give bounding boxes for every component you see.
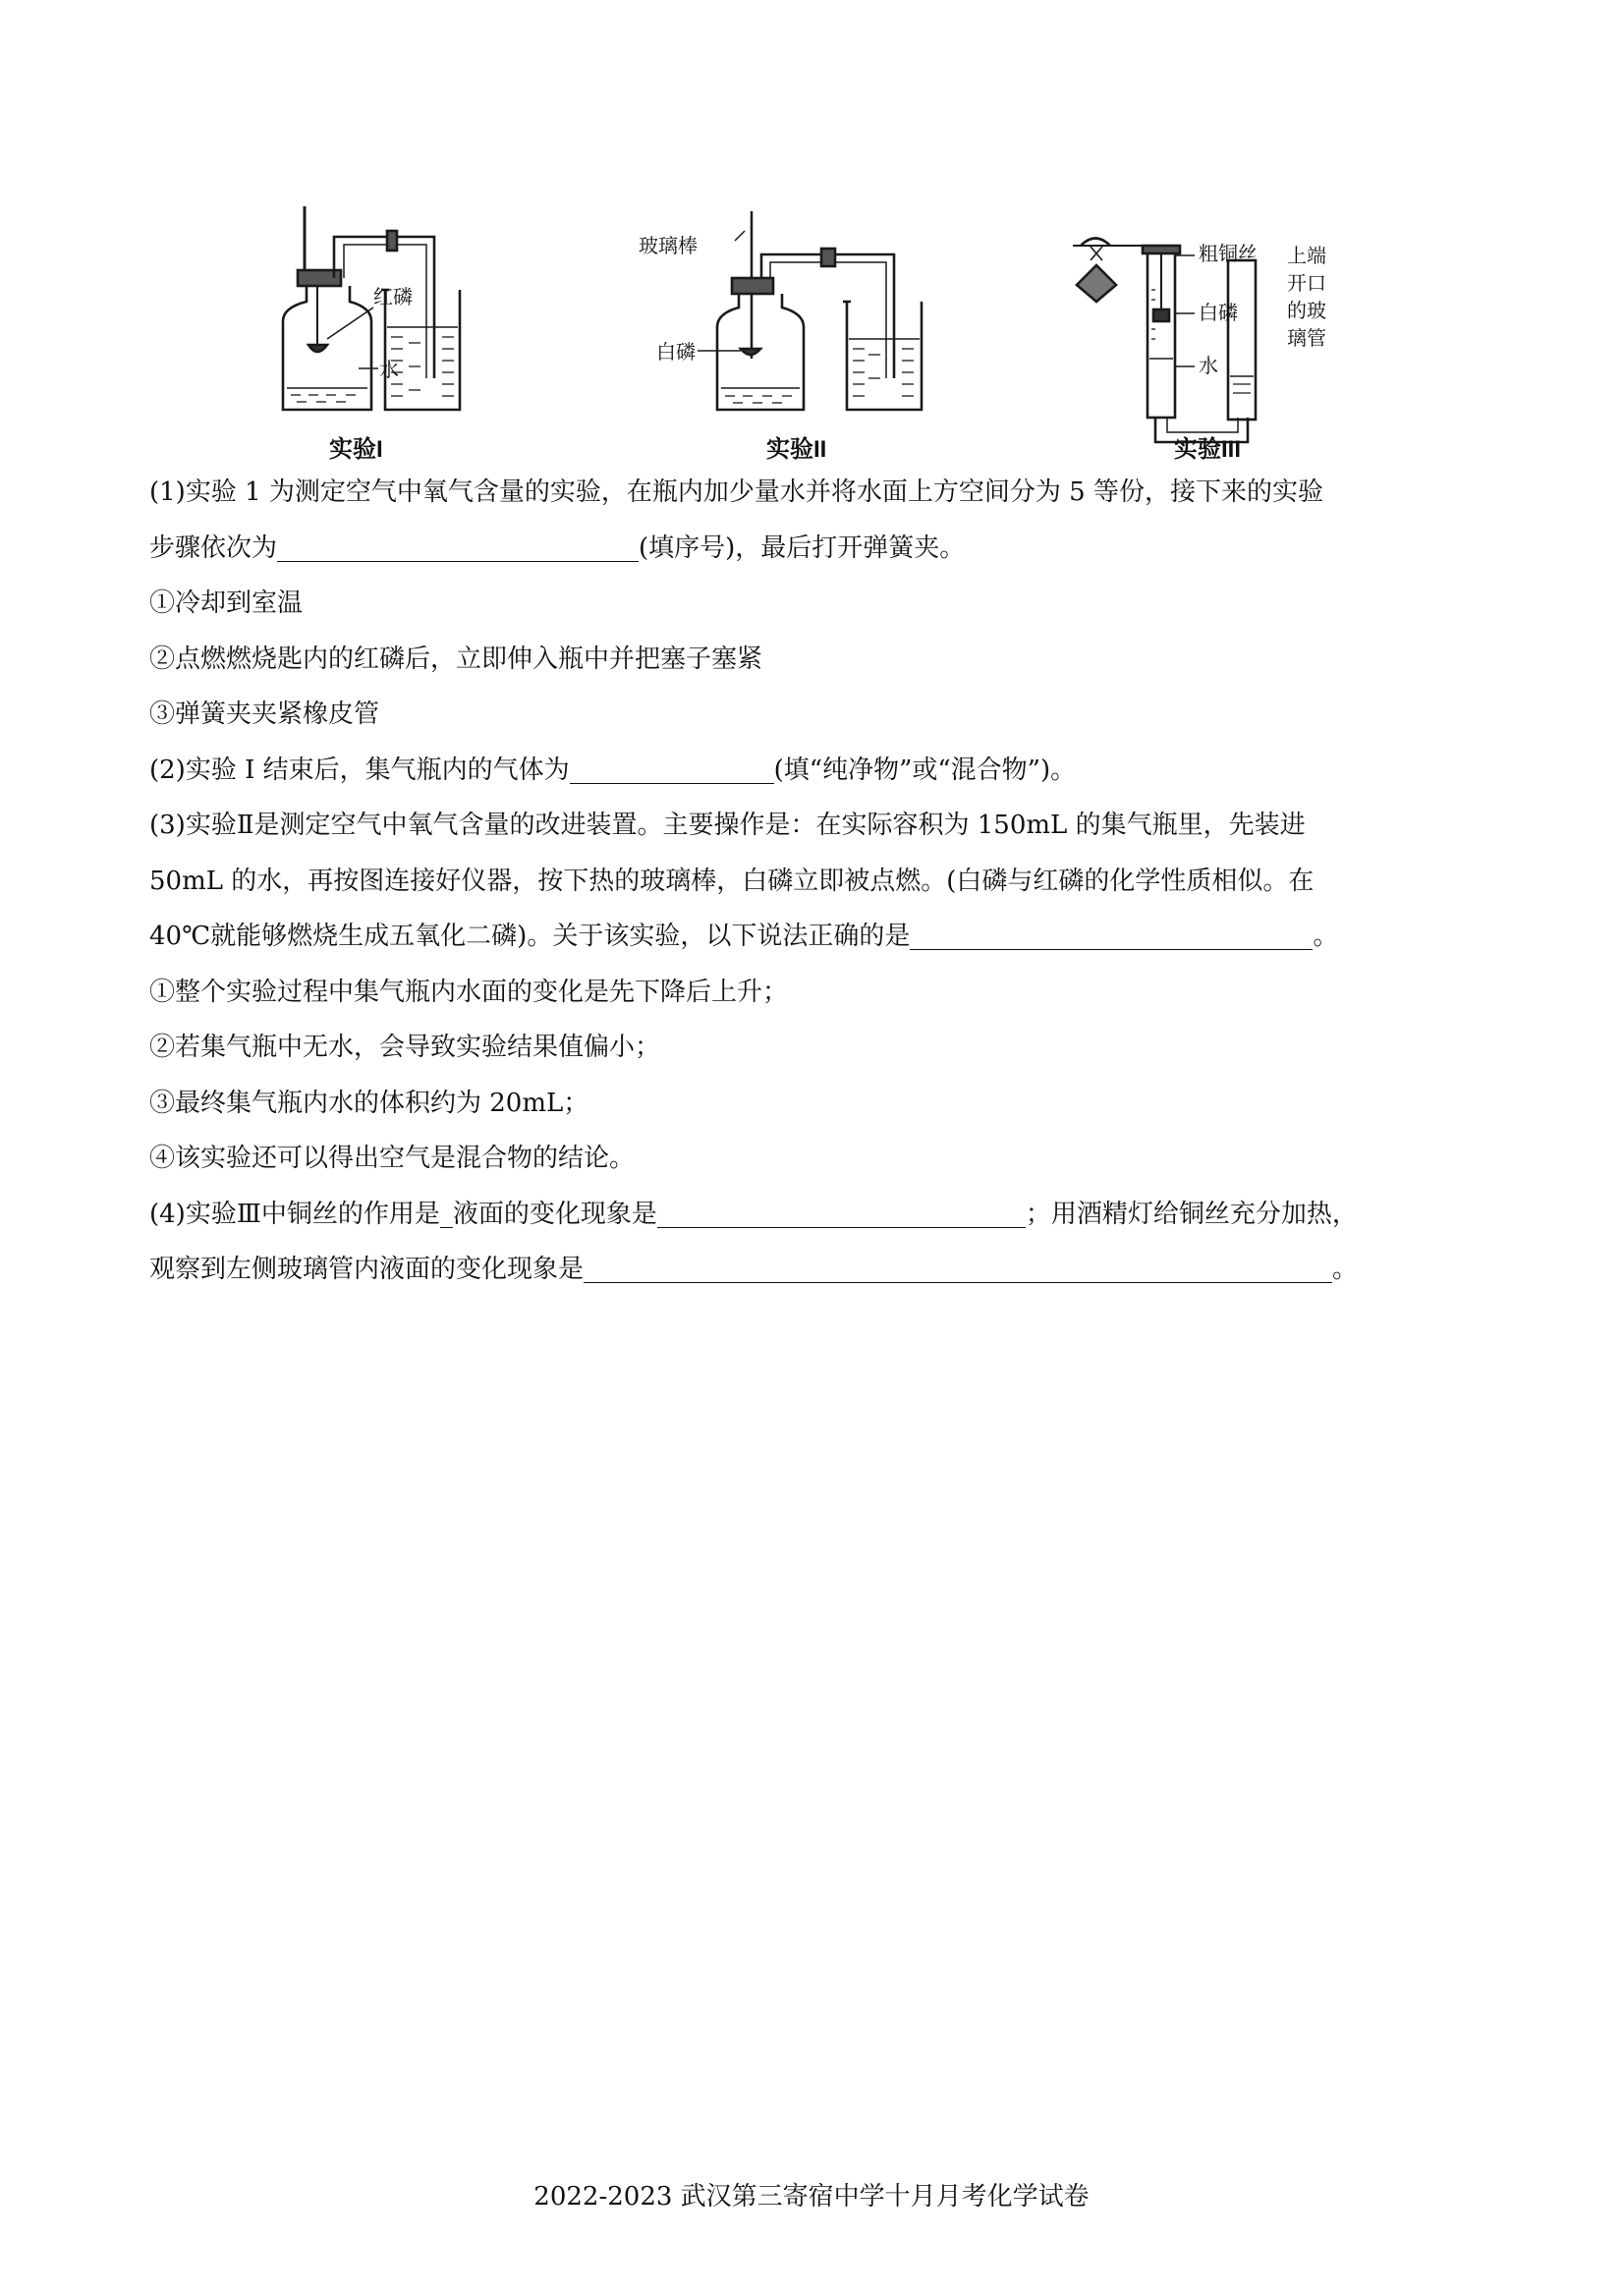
- q1-option-2: ②点燃燃烧匙内的红磷后，立即伸入瓶中并把塞子塞紧: [149, 644, 763, 674]
- label-red-phosphorus: 红磷: [373, 287, 413, 308]
- label-water: 水: [379, 360, 399, 381]
- label-glass-rod: 玻璃棒: [639, 236, 698, 257]
- q4-line-1: [149, 1187, 1485, 1243]
- answer-blank-q1[interactable]: [277, 532, 639, 562]
- q3-line-2: 50mL 的水，再按图连接好仪器，按下热的玻璃棒，白磷立即被点燃。(白磷与红磷的化学性质相似。在: [149, 866, 1315, 896]
- label-tube-line-4: 璃管: [1287, 328, 1326, 350]
- q3-line-1: (3)实验Ⅱ是测定空气中氧气含量的改进装置。主要操作是：在实际容积为 150mL 的集气瓶里，先装进: [149, 811, 1306, 840]
- label-water-3: 水: [1199, 356, 1218, 377]
- label-tube-line-3: 的玻: [1287, 301, 1326, 322]
- q3-line-3: [149, 909, 1485, 965]
- answer-blank-q2[interactable]: [570, 754, 774, 784]
- q1-prefix: 步骤依次为: [149, 532, 278, 563]
- q4-prefix-1: (4)实验Ⅲ中铜丝的作用是_液面的变化现象是: [149, 1199, 657, 1229]
- q3-prefix: 40℃就能够燃烧生成五氧化二磷)。关于该实验，以下说法正确的是: [149, 922, 911, 951]
- q4-suffix-2: 。: [1332, 1255, 1359, 1284]
- q4-line-2: [149, 1242, 1485, 1298]
- answer-blank-q3[interactable]: [910, 920, 1313, 950]
- label-white-phosphorus: 白磷: [656, 342, 696, 364]
- label-tube-line-1: 上端: [1287, 246, 1326, 267]
- q3-option-3: ③最终集气瓶内水的体积约为 20mL；: [149, 1088, 589, 1118]
- experiment-2-diagram: [639, 211, 922, 463]
- q1-suffix: (填序号)，最后打开弹簧夹。: [639, 532, 966, 563]
- caption-experiment-1: 实验I: [329, 436, 383, 463]
- q2-line: [149, 743, 1485, 799]
- q1-line-2: [149, 521, 1485, 577]
- experiment-1-diagram: [283, 206, 460, 463]
- q4-prefix-2: 观察到左侧玻璃管内液面的变化现象是: [149, 1255, 585, 1284]
- q3-option-1: ①整个实验过程中集气瓶内水面的变化是先下降后上升；: [149, 977, 789, 1007]
- label-copper-wire: 粗铜丝: [1199, 244, 1258, 265]
- caption-experiment-2: 实验II: [766, 436, 827, 463]
- q1-option-3: ③弹簧夹夹紧橡皮管: [149, 700, 380, 729]
- answer-blank-q4a[interactable]: [657, 1198, 1026, 1228]
- q3-suffix: 。: [1313, 922, 1339, 951]
- caption-experiment-3: 实验III: [1174, 436, 1242, 463]
- label-white-phosphorus-3: 白磷: [1199, 303, 1238, 324]
- q4-suffix-1: ；用酒精灯给铜丝充分加热，: [1025, 1199, 1358, 1229]
- q2-suffix: (填“纯净物”或“混合物”)。: [773, 755, 1077, 785]
- q1-line-1: (1)实验 1 为测定空气中氧气含量的实验，在瓶内加少量水并将水面上方空间分为 5 等份，接下来的实验: [149, 477, 1323, 507]
- page-footer: 2022-2023 武汉第三寄宿中学十月月考化学试卷: [533, 2182, 1090, 2212]
- answer-blank-q4b[interactable]: [584, 1253, 1332, 1283]
- q3-option-2: ②若集气瓶中无水，会导致实验结果值偏小；: [149, 1033, 661, 1062]
- label-tube-line-2: 开口: [1287, 273, 1326, 295]
- question-body: [149, 465, 1485, 1298]
- q3-option-4: ④该实验还可以得出空气是混合物的结论。: [149, 1144, 636, 1173]
- q2-prefix: (2)实验 I 结束后，集气瓶内的气体为: [149, 755, 570, 785]
- experiment-figures: [265, 192, 1346, 472]
- q1-option-1: ①冷却到室温: [149, 588, 304, 618]
- experiment-3-diagram: [1073, 239, 1326, 464]
